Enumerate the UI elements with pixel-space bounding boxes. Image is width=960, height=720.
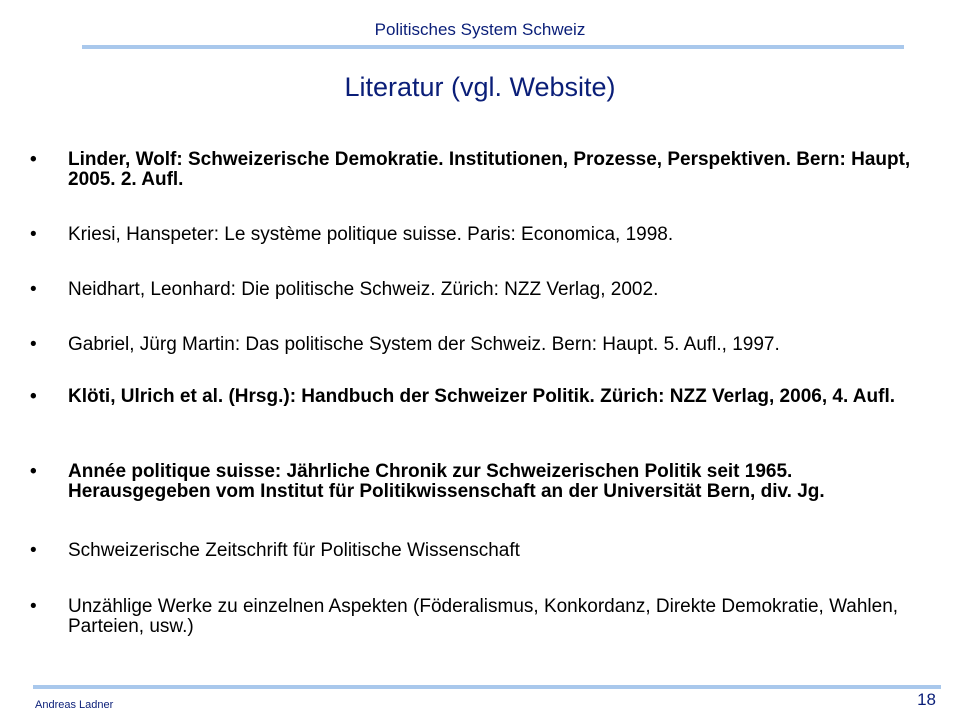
reference-item-annee-politique: [30, 462, 930, 502]
footer-divider: [33, 685, 941, 689]
bullet: •: [30, 334, 37, 355]
reference-text: Linder, Wolf: Schweizerische Demokratie. Institutionen, Prozesse, Perspektiven. Bern: Haupt, 2005. 2. Aufl.: [68, 149, 911, 190]
header-divider: [82, 45, 904, 49]
slide-title: Literatur (vgl. Website): [344, 72, 616, 102]
reference-item-neidhart: [30, 280, 930, 300]
header-title: Politisches System Schweiz: [374, 20, 586, 39]
reference-text: Année politique suisse: Jährliche Chronik zur Schweizerischen Politik seit 1965. Herausgegeben vom Institut für Politikwissenschaft an der Universität Bern, div. Jg.: [68, 461, 825, 502]
reference-item-kriesi: [30, 225, 930, 245]
reference-item-linder: [30, 150, 930, 190]
reference-text: Schweizerische Zeitschrift für Politische Wissenschaft: [68, 540, 520, 561]
bullet: •: [30, 224, 37, 245]
bullet: •: [30, 540, 37, 561]
footer-author: Andreas Ladner: [35, 699, 114, 711]
page-number: 18: [917, 690, 936, 709]
bullet: •: [30, 386, 37, 407]
reference-item-gabriel: [30, 335, 930, 355]
reference-text: Gabriel, Jürg Martin: Das politische System der Schweiz. Bern: Haupt. 5. Aufl., 1997.: [68, 334, 780, 355]
reference-text: Klöti, Ulrich et al. (Hrsg.): Handbuch der Schweizer Politik. Zürich: NZZ Verlag, 2006, 4. Aufl.: [68, 386, 896, 407]
bullet: •: [30, 461, 37, 482]
reference-text: Unzählige Werke zu einzelnen Aspekten (Föderalismus, Konkordanz, Direkte Demokratie, Wahlen, Parteien, usw.): [68, 596, 899, 637]
reference-text: Neidhart, Leonhard: Die politische Schweiz. Zürich: NZZ Verlag, 2002.: [68, 279, 659, 300]
reference-item-zeitschrift: [30, 541, 930, 561]
reference-item-werke: [30, 597, 930, 637]
bullet: •: [30, 596, 37, 617]
reference-text: Kriesi, Hanspeter: Le système politique suisse. Paris: Economica, 1998.: [68, 224, 674, 245]
bullet: •: [30, 149, 37, 170]
bullet: •: [30, 279, 37, 300]
reference-item-kloeti: [30, 387, 930, 407]
